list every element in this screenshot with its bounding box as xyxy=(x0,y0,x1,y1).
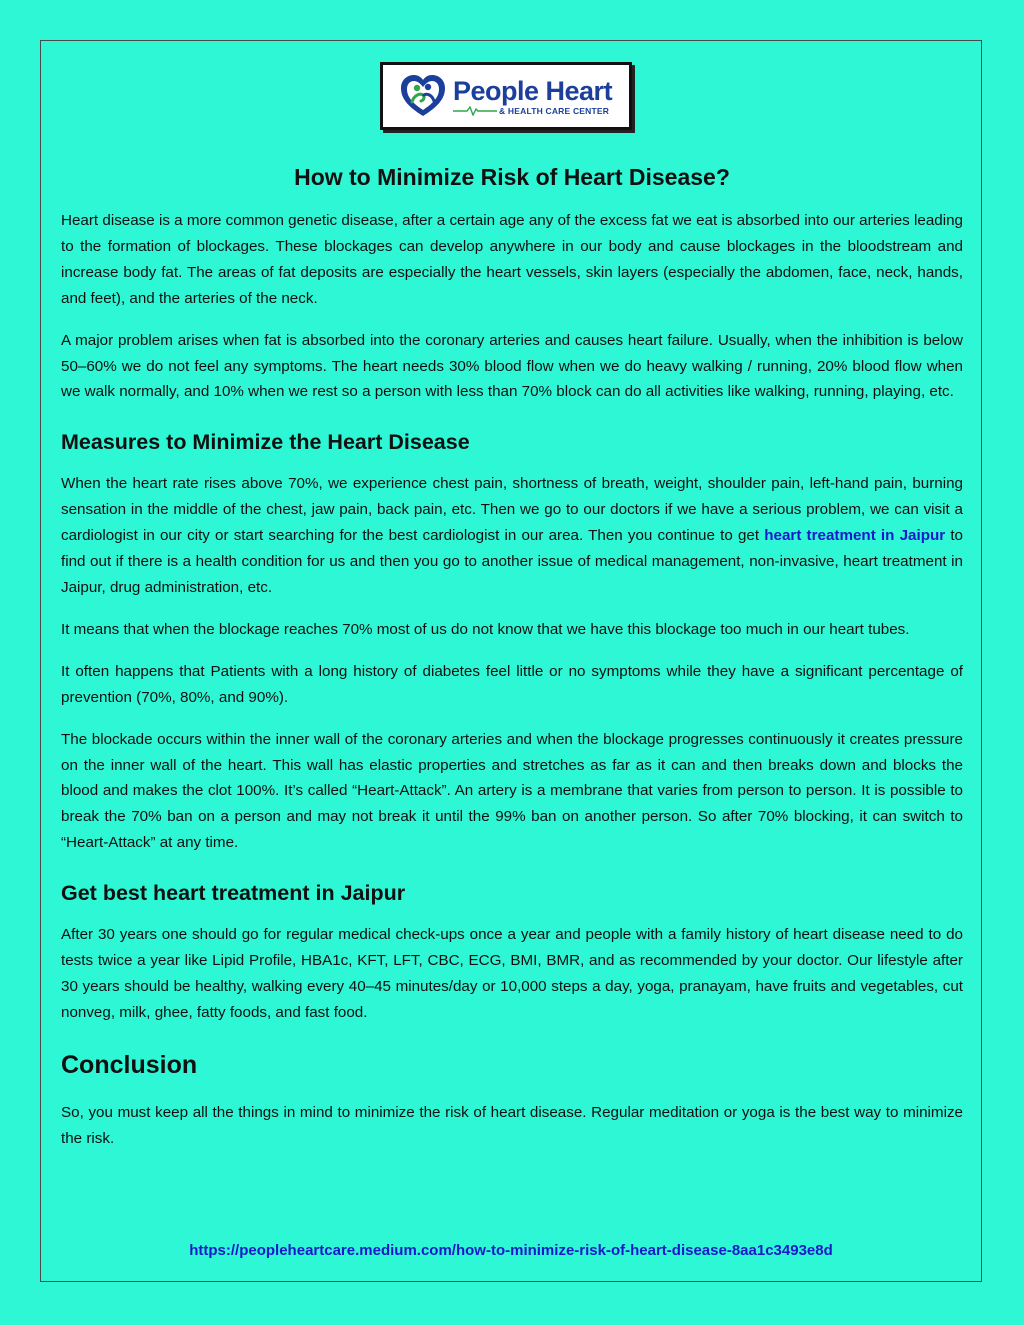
treatment-heading: Get best heart treatment in Jaipur xyxy=(61,881,406,906)
logo-subtitle-row xyxy=(453,106,612,116)
treatment-paragraph: After 30 years one should go for regular medical check-ups once a year and people with a family history of heart disease need to do tests twice a year like Lipid Profile, HBA1c, KFT, LFT, CBC, ECG, BMI, BMR, and as recommended by your doctor. Our lifestyle after 30 years should be healthy, walking every 40–45 minutes/day or 10,000 steps a day, yoga, pranayam, have fruits and vegetables, cut nonveg, milk, ghee, fatty foods, and fast food. xyxy=(61,926,963,1021)
measures-paragraph-2: It means that when the blockage reaches 70% most of us do not know that we have this blockage too much in our heart tubes. xyxy=(61,620,910,638)
heartbeat-line-icon xyxy=(453,106,497,116)
conclusion-paragraph: So, you must keep all the things in mind to minimize the risk of heart disease. Regular meditation or yoga is the best way to minimize the risk. xyxy=(61,1103,963,1147)
logo-title: People Heart xyxy=(453,75,613,106)
measures-paragraph-1 xyxy=(61,471,963,601)
intro-paragraph-1: Heart disease is a more common genetic disease, after a certain age any of the excess fat we eat is absorbed into our arteries leading to the formation of blockages. These blockages can develop anywhere in our body and cause blockages in the bloodstream and increase body fat. The areas of fat deposits are especially the heart vessels, skin layers (especially the abdomen, face, neck, hands, and feet), and the arteries of the neck. xyxy=(61,212,963,307)
article-title: How to Minimize Risk of Heart Disease? xyxy=(294,164,730,190)
conclusion-heading: Conclusion xyxy=(61,1050,198,1079)
heart-logo-icon xyxy=(397,70,449,122)
logo xyxy=(380,62,632,130)
measures-paragraph-4: The blockade occurs within the inner wall of the coronary arteries and when the blockage progresses continuously it creates pressure on the inner wall of the heart. This wall has elastic properties and stretches as far as it can and then breaks down and blocks the blood and makes the clot 100%. It’s called “Heart-Attack”. An artery is a membrane that varies from person to person. It is possible to break the 70% ban on a person and may not break it until the 99% ban on another person. So after 70% blocking, it can switch to “Heart-Attack” at any time. xyxy=(61,730,963,852)
measures-paragraph-1-end: to find out if there is a health condition for us and then you go to another issue of medical management, non-invasive, heart treatment in Jaipur, drug administration, etc. xyxy=(61,527,964,596)
measures-heading: Measures to Minimize the Heart Disease xyxy=(61,430,470,455)
article xyxy=(61,160,963,1168)
logo-subtitle: & HEALTH CARE CENTER xyxy=(499,105,610,116)
source-url-link[interactable]: https://peopleheartcare.medium.com/how-to-minimize-risk-of-heart-disease-8aa1c3493e8d xyxy=(189,1242,833,1259)
heart-treatment-link[interactable]: heart treatment in Jaipur xyxy=(764,527,946,545)
intro-paragraph-2: A major problem arises when fat is absorbed into the coronary arteries and causes heart failure. Usually, when the inhibition is below 50–60% we do not feel any symptoms. The heart needs 30% blood flow when we do heavy walking / running, 20% blood flow when we walk normally, and 10% when we rest so a person with less than 70% block can do all activities like walking, running, playing, etc. xyxy=(61,331,963,401)
measures-paragraph-1-start: When the heart rate rises above 70%, we experience chest pain, shortness of breath, weight, shoulder pain, left-hand pain, burning sensation in the middle of the chest, jaw pain, back pain, etc. Then we go to our doctors if we have a serious problem, we can visit a cardiologist in our city or start searching for the best cardiologist in our area. Then you continue to get xyxy=(61,475,963,545)
logo-text xyxy=(453,77,612,116)
measures-paragraph-3: It often happens that Patients with a long history of diabetes feel little or no symptoms while they have a significant percentage of prevention (70%, 80%, and 90%). xyxy=(61,662,963,706)
